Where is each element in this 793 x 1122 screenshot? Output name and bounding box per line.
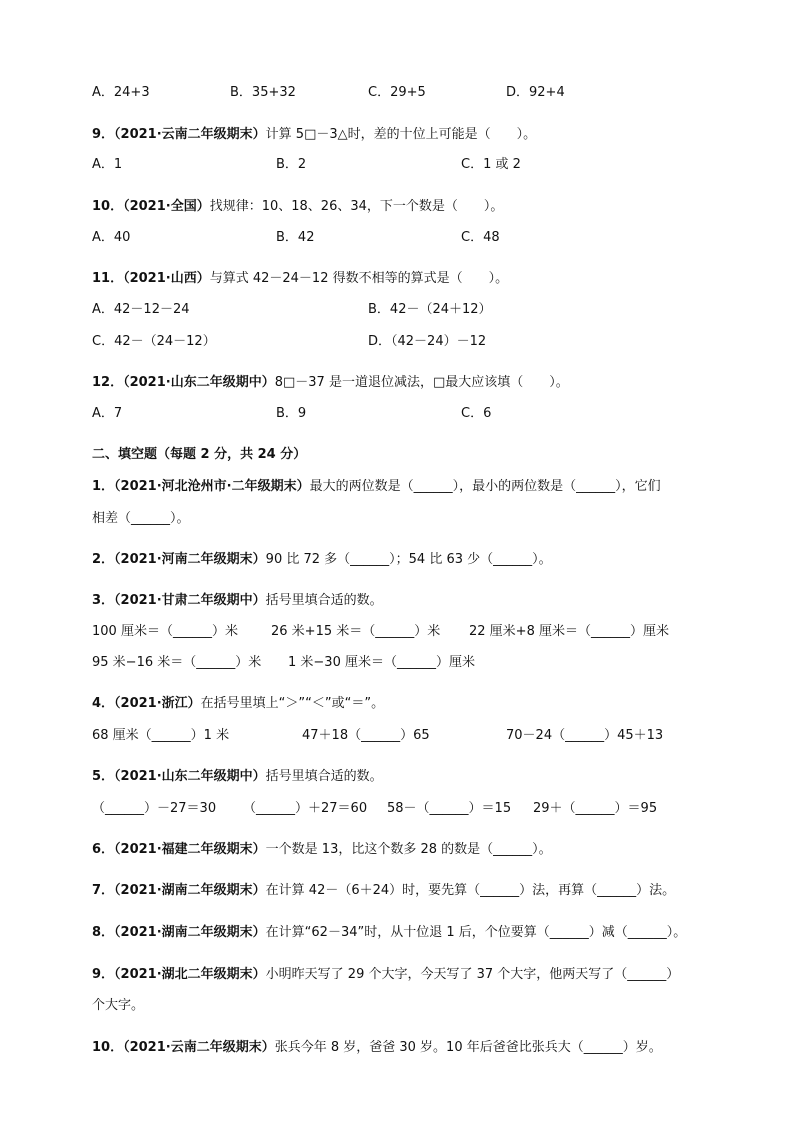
question-text: 最大的两位数是（______），最小的两位数是（______），它们 (309, 479, 661, 494)
q10-option-a: A．40 (92, 230, 131, 245)
question-number: 6． (92, 842, 115, 857)
question-text: 括号里填合适的数。 (265, 769, 383, 784)
q10-option-c: C．48 (461, 230, 500, 245)
question-number: 7． (92, 883, 115, 898)
question-source: （2021·湖南二年级期末） (114, 883, 266, 898)
question-source: （2021·湖北二年级期末） (114, 967, 266, 982)
question-text: 与算式 42－24－12 得数不相等的算式是（ ）。 (209, 271, 509, 286)
question-source: （2021·福建二年级期末） (114, 842, 266, 857)
question-source: （2021·河南二年级期末） (114, 552, 266, 567)
q11-option-a: A．42－12－24 (92, 302, 190, 317)
question-source: （2021·山东二年级期中） (123, 375, 275, 390)
fill-4-item: 68 厘米（______）1 米 (92, 728, 230, 743)
fill-3-item: 22 厘米+8 厘米＝（______）厘米 (469, 624, 669, 639)
fill-question-2 (92, 551, 552, 569)
question-source: （2021·全国） (123, 199, 210, 214)
q12-option-a: A．7 (92, 406, 123, 421)
fill-question-9-continued: 个大字。 (92, 998, 145, 1013)
fill-4-item: 47＋18（______）65 (302, 728, 430, 743)
fill-question-1-continued: 相差（______）。 (92, 511, 190, 526)
question-text: 在计算“62－34”时，从十位退 1 后，个位要算（______）减（______）。 (265, 925, 687, 940)
fill-question-1 (92, 478, 661, 496)
question-number: 1． (92, 479, 115, 494)
question-source: （2021·浙江） (114, 696, 201, 711)
q11-option-c: C．42－（24－12） (92, 334, 216, 349)
fill-3-item: 26 米+15 米＝（______）米 (271, 624, 441, 639)
question-source: （2021·河北沧州市·二年级期末） (114, 479, 310, 494)
question-number: 8． (92, 925, 115, 940)
fill-3-item: 100 厘米＝（______）米 (92, 624, 238, 639)
question-source: （2021·甘肃二年级期中） (114, 593, 266, 608)
fill-3-item: 95 米−16 米＝（______）米 (92, 655, 262, 670)
question-text: 在括号里填上“＞”“＜”或“＝”。 (200, 696, 385, 711)
q9-option-a: A．1 (92, 157, 123, 172)
fill-question-6 (92, 841, 552, 859)
q9-option-c: C．1 或 2 (461, 157, 521, 172)
question-source: （2021·云南二年级期末） (123, 1040, 275, 1055)
question-source: （2021·山东二年级期中） (114, 769, 266, 784)
fill-question-4 (92, 695, 384, 713)
question-number: 10． (92, 199, 124, 214)
fill-question-3 (92, 592, 383, 610)
question-number: 11． (92, 271, 124, 286)
q9-option-b: B．2 (276, 157, 307, 172)
q8-option-c: C．29+5 (368, 85, 426, 100)
fill-5-item: （______）－27＝30 (92, 801, 217, 816)
question-12 (92, 374, 569, 392)
fill-5-item: 29＋（______）＝95 (533, 801, 658, 816)
question-text: 在计算 42－（6＋24）时，要先算（______）法，再算（______）法。 (265, 883, 676, 898)
question-number: 5． (92, 769, 115, 784)
q10-option-b: B．42 (276, 230, 315, 245)
question-number: 12． (92, 375, 124, 390)
q11-option-d: D．（42－24）－12 (368, 334, 487, 349)
question-text: 括号里填合适的数。 (265, 593, 383, 608)
fill-5-item: 58－（______）＝15 (387, 801, 512, 816)
q12-option-b: B．9 (276, 406, 307, 421)
question-source: （2021·云南二年级期末） (114, 127, 266, 142)
fill-question-8 (92, 924, 686, 942)
q11-option-b: B．42－（24＋12） (368, 302, 492, 317)
question-number: 4． (92, 696, 115, 711)
fill-question-5 (92, 768, 383, 786)
fill-question-9 (92, 966, 679, 984)
section-2-heading: 二、填空题（每题 2 分，共 24 分） (92, 447, 307, 462)
q12-option-c: C．6 (461, 406, 492, 421)
fill-5-item: （______）＋27＝60 (243, 801, 368, 816)
q8-option-b: B．35+32 (230, 85, 296, 100)
question-number: 9． (92, 127, 115, 142)
question-text: 张兵今年 8 岁，爸爸 30 岁。10 年后爸爸比张兵大（______）岁。 (274, 1040, 662, 1055)
question-text: 8□－37 是一道退位减法，□最大应该填（ ）。 (274, 375, 569, 390)
q8-option-a: A．24+3 (92, 85, 150, 100)
question-number: 3． (92, 593, 115, 608)
question-number: 2． (92, 552, 115, 567)
question-text: 找规律：10、18、26、34，下一个数是（ ）。 (209, 199, 504, 214)
question-11 (92, 270, 508, 288)
fill-question-7 (92, 882, 675, 900)
question-text: 小明昨天写了 29 个大字，今天写了 37 个大字，他两天写了（______） (265, 967, 680, 982)
fill-4-item: 70－24（______）45＋13 (506, 728, 664, 743)
fill-3-item: 1 米−30 厘米＝（______）厘米 (288, 655, 475, 670)
fill-question-10 (92, 1039, 662, 1057)
question-10 (92, 198, 503, 216)
question-source: （2021·山西） (123, 271, 210, 286)
question-number: 9． (92, 967, 115, 982)
question-9 (92, 126, 536, 144)
question-number: 10． (92, 1040, 124, 1055)
question-text: 计算 5□－3△时，差的十位上可能是（ ）。 (265, 127, 537, 142)
question-text: 一个数是 13，比这个数多 28 的数是（______）。 (265, 842, 552, 857)
question-source: （2021·湖南二年级期末） (114, 925, 266, 940)
question-text: 90 比 72 多（______）；54 比 63 少（______）。 (265, 552, 552, 567)
q8-option-d: D．92+4 (506, 85, 565, 100)
